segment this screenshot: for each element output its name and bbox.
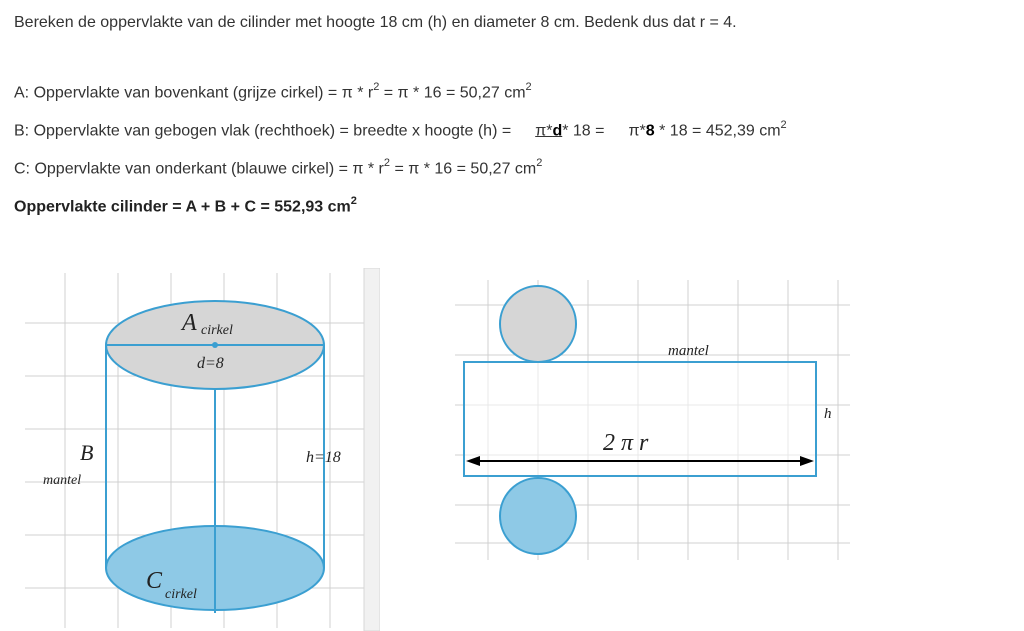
label-d: d=8 xyxy=(197,355,224,372)
net-rectangle xyxy=(464,362,816,476)
label-b-sub: mantel xyxy=(43,473,82,488)
net-bottom-circle xyxy=(500,478,576,554)
label-a-sub: cirkel xyxy=(201,323,233,338)
line-c-mid: = π * 16 = 50,27 cm xyxy=(390,160,537,178)
line-a xyxy=(14,82,532,102)
label-c: C xyxy=(146,568,163,594)
intro-text: Bereken de oppervlakte van de cilinder met hoogte 18 cm (h) en diameter 8 cm. Bedenk dus dat r = 4. xyxy=(14,14,737,31)
label-c-sub: cirkel xyxy=(165,587,197,602)
line-a-exp: 2 xyxy=(373,81,380,93)
line-a-mid: = π * 16 = 50,27 cm xyxy=(379,84,526,102)
line-b-d: d xyxy=(552,122,563,140)
label-h: h=18 xyxy=(306,449,341,466)
label-a: A xyxy=(182,310,197,336)
net-label-mantel: mantel xyxy=(668,343,709,359)
total-line xyxy=(14,196,357,216)
net-label-width: 2 π r xyxy=(603,430,649,456)
line-c-unit-exp: 2 xyxy=(536,157,543,169)
line-c-exp: 2 xyxy=(383,157,390,169)
label-b: B xyxy=(80,440,94,465)
total-text: Oppervlakte cilinder = A + B + C = 552,93 cm xyxy=(14,198,351,216)
line-c-text: C: Oppervlakte van onderkant (blauwe cirkel) = π * r xyxy=(14,160,384,178)
line-b-unit-exp: 2 xyxy=(780,119,787,131)
line-b xyxy=(14,120,787,140)
line-b-after-d: * 18 = xyxy=(562,122,605,140)
total-unit-exp: 2 xyxy=(350,195,357,207)
line-b-eight: 8 xyxy=(645,122,655,140)
line-b-pi-underlined xyxy=(535,122,562,139)
net-top-circle xyxy=(500,286,576,362)
cylinder-figure xyxy=(0,268,380,631)
line-b-pi1: π* xyxy=(535,122,553,140)
line-a-text: A: Oppervlakte van bovenkant (grijze cirkel) = π * r xyxy=(14,84,374,102)
net-figure xyxy=(440,275,860,575)
net-label-h: h xyxy=(824,406,832,422)
line-b-text: B: Oppervlakte van gebogen vlak (rechthoek) = breedte x hoogte (h) = xyxy=(14,122,512,140)
line-c xyxy=(14,158,542,178)
line-b-result: * 18 = 452,39 cm xyxy=(654,122,781,140)
line-b-pi2: π* xyxy=(628,122,646,140)
line-a-unit-exp: 2 xyxy=(525,81,532,93)
